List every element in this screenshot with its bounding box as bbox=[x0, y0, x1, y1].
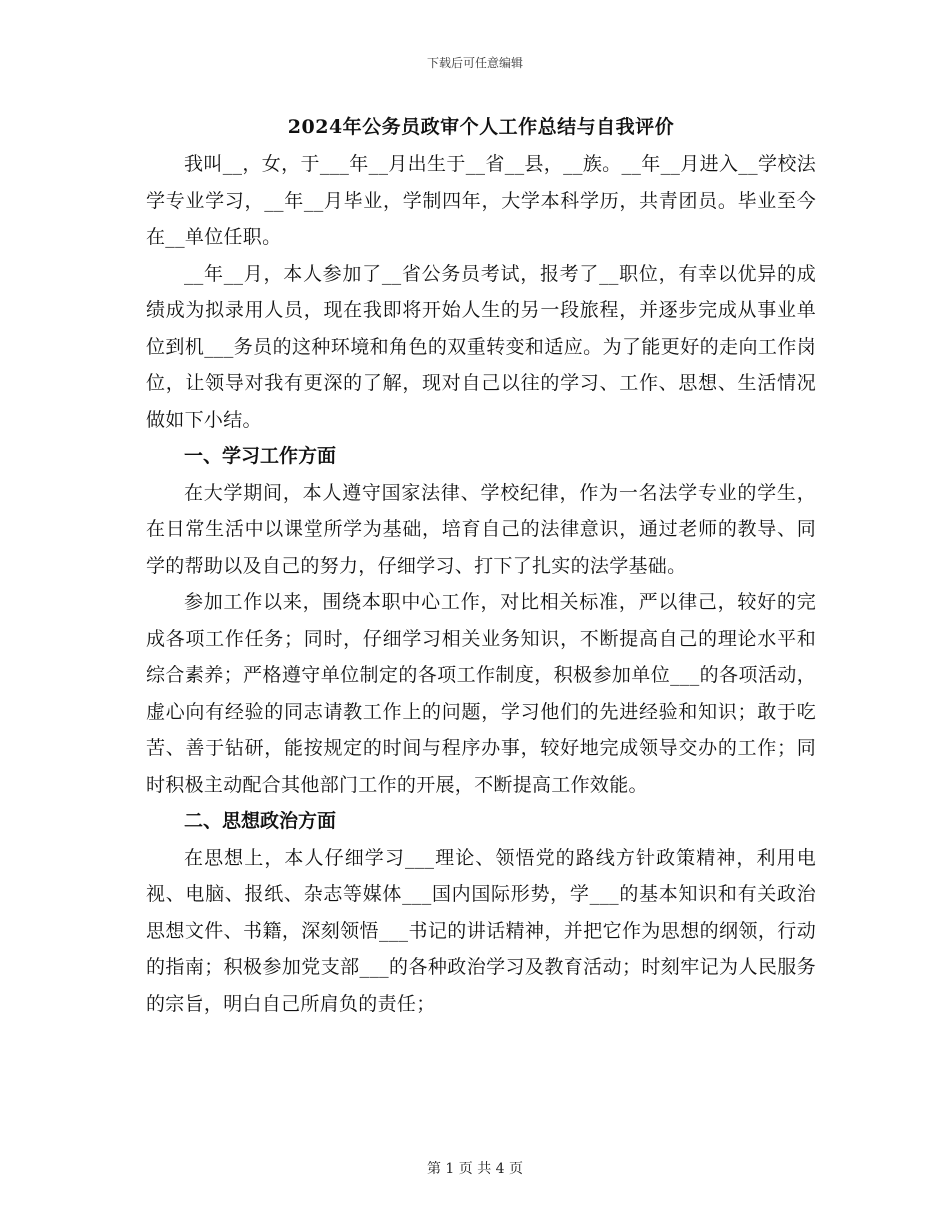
section-heading-political: 二、思想政治方面 bbox=[184, 810, 337, 832]
paragraph-personal-info: 我叫__，女，于___年__月出生于__省__县，__族。__年__月进入__学校法学专业学习，__年__月毕业，学制四年，大学本科学历，共青团员。毕业至今在__单位任职。 bbox=[146, 153, 816, 248]
section-heading-study-work: 一、学习工作方面 bbox=[184, 445, 337, 467]
paragraph-ideology: 在思想上，本人仔细学习___理论、领悟党的路线方针政策精神，利用电视、电脑、报纸、杂志等媒体___国内国际形势，学___的基本知识和有关政治思想文件、书籍，深刻领悟___书记的讲话精神，并把它作为思想的纲领，行动的指南；积极参加党支部___的各种政治学习及教育活动；时刻牢记为人民服务的宗旨，明白自己所肩负的责任； bbox=[146, 846, 816, 1015]
page-header-note: 下载后可任意编辑 bbox=[426, 56, 523, 70]
document-body bbox=[146, 112, 816, 1022]
paragraph-exam-intro: __年__月，本人参加了__省公务员考试，报考了__职位，有幸以优异的成绩成为拟录用人员，现在我即将开始人生的另一段旅程，并逐步完成从事业单位到机___务员的这种环境和角色的双重转变和适应。为了能更好的走向工作岗位，让领导对我有更深的了解，现对自己以往的学习、工作、思想、生活情况做如下小结。 bbox=[146, 262, 816, 431]
document-title: 2024年公务员政审个人工作总结与自我评价 bbox=[287, 116, 675, 138]
paragraph-university: 在大学期间，本人遵守国家法律、学校纪律，作为一名法学专业的学生，在日常生活中以课堂所学为基础，培育自己的法律意识，通过老师的教导、同学的帮助以及自己的努力，仔细学习、打下了扎实的法学基础。 bbox=[146, 481, 816, 577]
paragraph-work: 参加工作以来，围绕本职中心工作，对比相关标准，严以律己，较好的完成各项工作任务；同时，仔细学习相关业务知识，不断提高自己的理论水平和综合素养；严格遵守单位制定的各项工作制度，积极参加单位___的各项活动，虚心向有经验的同志请教工作上的问题，学习他们的先进经验和知识；敢于吃苦、善于钻研，能按规定的时间与程序办事，较好地完成领导交办的工作；同时积极主动配合其他部门工作的开展，不断提高工作效能。 bbox=[146, 591, 816, 796]
page-number: 第 1 页 共 4 页 bbox=[426, 1161, 524, 1177]
